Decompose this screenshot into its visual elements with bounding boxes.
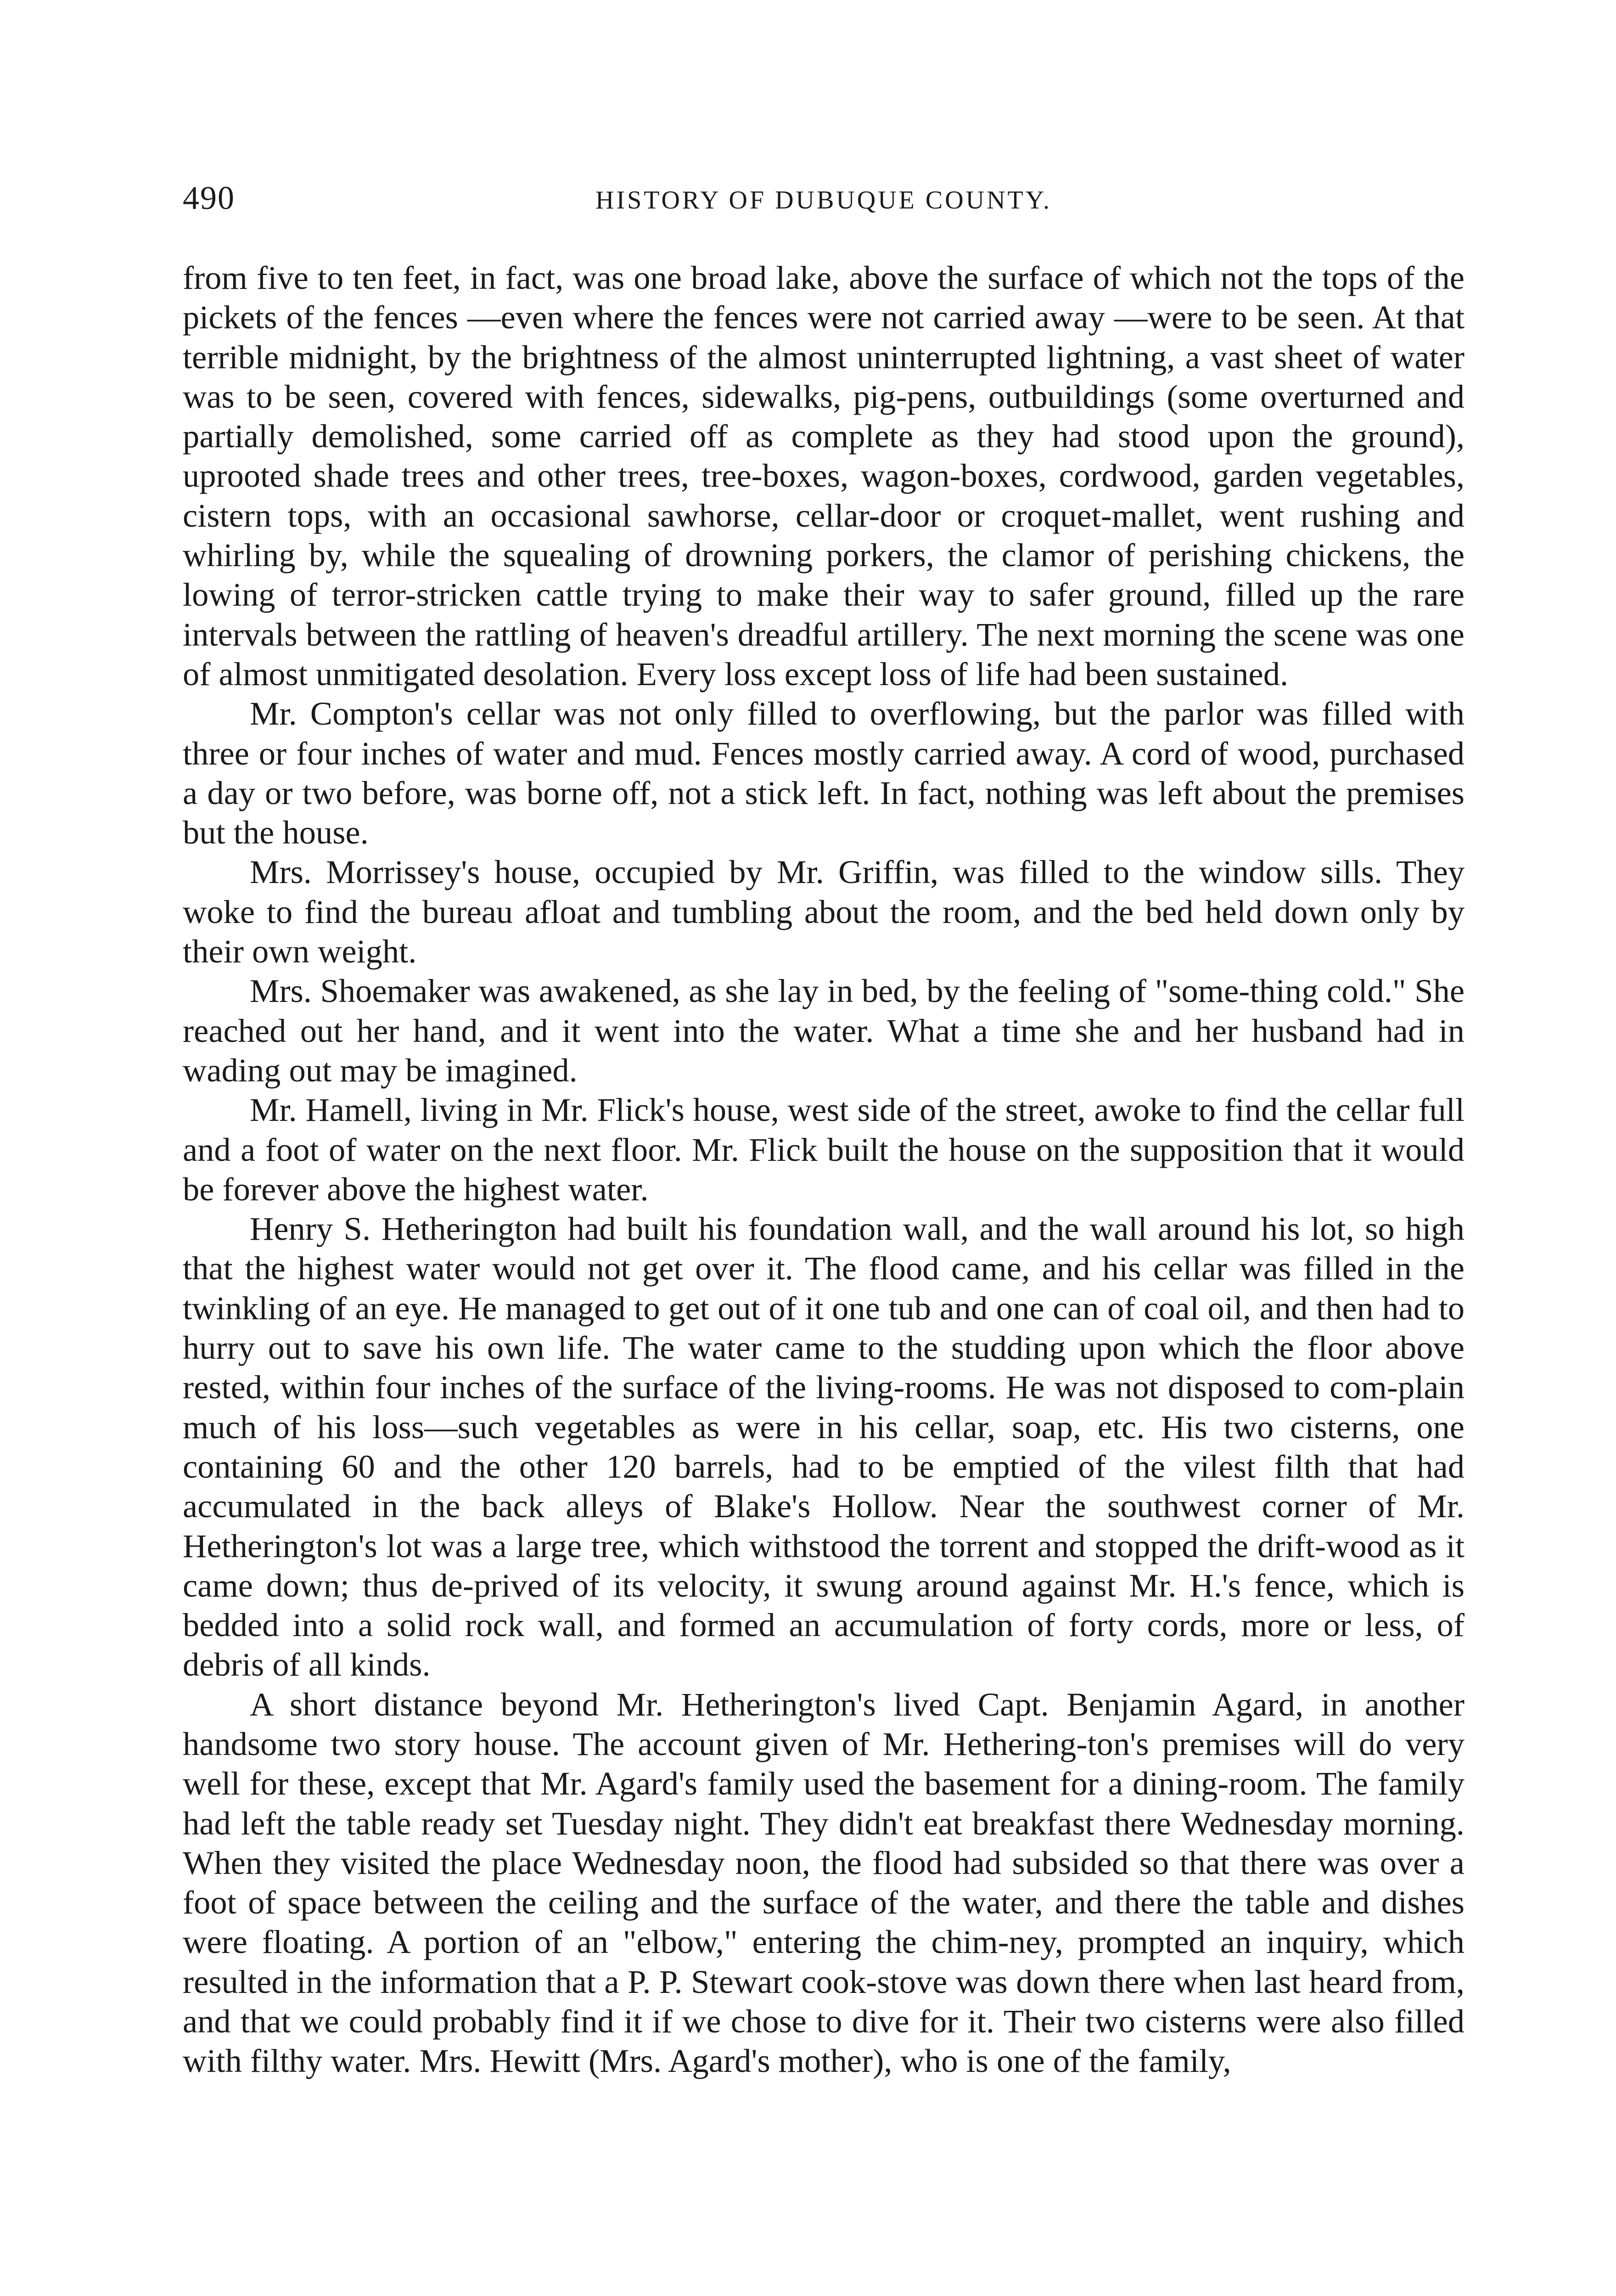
paragraph-morrissey: Mrs. Morrissey's house, occupied by Mr. Griffin, was filled to the window sills. They woke to find the bureau afloat and tumbling about the room, and the bed held down only by their own weight. [183, 853, 1464, 970]
paragraph-shoemaker: Mrs. Shoemaker was awakened, as she lay in bed, by the feeling of "some-thing cold." She reached out her hand, and it went into the water. What a time she and her husband had in wading out may be imagined. [183, 972, 1464, 1089]
paragraph-agard: A short distance beyond Mr. Hetherington's lived Capt. Benjamin Agard, in another handsome two story house. The account given of Mr. Hethering-ton's premises will do very well for these, except that Mr. Agard's family used the basement for a dining-room. The family had left the table ready set Tuesday night. They didn't eat breakfast there Wednesday morning. When they visited the place Wednesday noon, the flood had subsided so that there was over a foot of space between the ceiling and the surface of the water, and there the table and dishes were floating. A portion of an "elbow," entering the chim-ney, prompted an inquiry, which resulted in the information that a P. P. Stewart cook-stove was down there when last heard from, and that we could probably find it if we chose to dive for it. Their two cisterns were also filled with filthy water. Mrs. Hewitt (Mrs. Agard's mother), who is one of the family, [183, 1685, 1464, 2080]
running-title: HISTORY OF DUBUQUE COUNTY. [595, 186, 1052, 214]
body-text [183, 258, 1464, 2081]
paragraph-flood-description: from five to ten feet, in fact, was one broad lake, above the surface of which not the tops of the pickets of the fences —even where the fences were not carried away —were to be seen. At that terrible midnight, by the brightness of the almost uninterrupted lightning, a vast sheet of water was to be seen, covered with fences, sidewalks, pig-pens, outbuildings (some overturned and partially demolished, some carried off as complete as they had stood upon the ground), uprooted shade trees and other trees, tree-boxes, wagon-boxes, cordwood, garden vegetables, cistern tops, with an occasional sawhorse, cellar-door or croquet-mallet, went rushing and whirling by, while the squealing of drowning porkers, the clamor of perishing chickens, the lowing of terror-stricken cattle trying to make their way to safer ground, filled up the rare intervals between the rattling of heaven's dreadful artillery. The next morning the scene was one of almost unmitigated desolation. Every loss except loss of life had been sustained. [183, 259, 1464, 692]
paragraph-hetherington: Henry S. Hetherington had built his foundation wall, and the wall around his lot, so high that the highest water would not get over it. The flood came, and his cellar was filled in the twinkling of an eye. He managed to get out of it one tub and one can of coal oil, and then had to hurry out to save his own life. The water came to the studding upon which the floor above rested, within four inches of the surface of the living-rooms. He was not disposed to com-plain much of his loss—such vegetables as were in his cellar, soap, etc. His two cisterns, one containing 60 and the other 120 barrels, had to be emptied of the vilest filth that had accumulated in the back alleys of Blake's Hollow. Near the southwest corner of Mr. Hetherington's lot was a large tree, which withstood the torrent and stopped the drift-wood as it came down; thus de-prived of its velocity, it swung around against Mr. H.'s fence, which is bedded into a solid rock wall, and formed an accumulation of forty cords, more or less, of debris of all kinds. [183, 1210, 1464, 1683]
running-header [183, 179, 1464, 230]
paragraph-compton: Mr. Compton's cellar was not only filled to overflowing, but the parlor was filled with three or four inches of water and mud. Fences mostly carried away. A cord of wood, purchased a day or two before, was borne off, not a stick left. In fact, nothing was left about the premises but the house. [183, 695, 1464, 851]
book-page [183, 179, 1464, 2081]
page-number: 490 [183, 180, 235, 216]
paragraph-hamell: Mr. Hamell, living in Mr. Flick's house, west side of the street, awoke to find the cellar full and a foot of water on the next floor. Mr. Flick built the house on the supposition that it would be forever above the highest water. [183, 1091, 1464, 1208]
